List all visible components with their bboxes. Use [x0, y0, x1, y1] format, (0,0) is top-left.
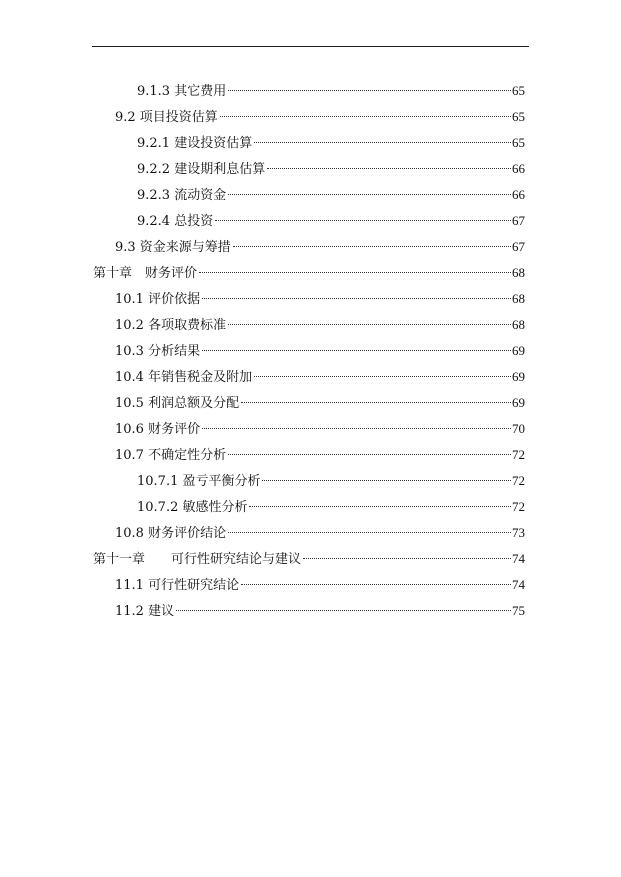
- toc-entry-label: 10.7 不确定性分析: [115, 448, 227, 463]
- toc-entry[interactable]: [0, 234, 621, 260]
- toc-entry-label: 10.1 评价依据: [115, 292, 201, 307]
- toc-entry-line: [115, 364, 525, 391]
- toc-entry-line: [115, 338, 525, 365]
- toc-entry[interactable]: [0, 78, 621, 104]
- header-rule: [92, 46, 529, 47]
- toc-entry-line: [93, 260, 525, 287]
- toc-entry[interactable]: [0, 572, 621, 598]
- toc-entry[interactable]: [0, 286, 621, 312]
- toc-entry[interactable]: [0, 312, 621, 338]
- toc-entry-line: [137, 156, 525, 183]
- toc-entry-page-number: 69: [512, 343, 525, 358]
- toc-entry[interactable]: [0, 520, 621, 546]
- toc-dot-leader: [241, 584, 511, 585]
- toc-entry-page-number: 72: [512, 473, 525, 488]
- toc-entry-page-number: 69: [512, 395, 525, 410]
- toc-entry[interactable]: [0, 546, 621, 572]
- toc-entry[interactable]: [0, 364, 621, 390]
- toc-entry[interactable]: [0, 338, 621, 364]
- toc-entry-page-number: 65: [512, 135, 525, 150]
- toc-entry[interactable]: [0, 156, 621, 182]
- toc-entry-page-number: 65: [512, 109, 525, 124]
- toc-dot-leader: [267, 168, 511, 169]
- toc-entry-page-number: 73: [512, 525, 525, 540]
- toc-entry[interactable]: [0, 104, 621, 130]
- toc-entry[interactable]: [0, 468, 621, 494]
- toc-entry-line: [115, 104, 525, 131]
- toc-entry-page-number: 67: [512, 239, 525, 254]
- toc-dot-leader: [202, 428, 511, 429]
- toc-entry-line: [115, 598, 525, 625]
- toc-entry-label: 10.2 各项取费标准: [115, 318, 227, 333]
- toc-dot-leader: [233, 246, 511, 247]
- toc-dot-leader: [228, 90, 511, 91]
- toc-entry-label: 10.7.2 敏感性分析: [137, 500, 248, 515]
- toc-entry-page-number: 70: [512, 421, 525, 436]
- toc-entry-line: [93, 546, 525, 573]
- toc-entry[interactable]: [0, 416, 621, 442]
- toc-entry-line: [137, 130, 525, 157]
- toc-entry-line: [115, 312, 525, 339]
- toc-entry-page-number: 66: [512, 187, 525, 202]
- toc-entry-page-number: 75: [512, 603, 525, 618]
- toc-dot-leader: [215, 220, 511, 221]
- toc-dot-leader: [303, 558, 511, 559]
- toc-entry[interactable]: [0, 390, 621, 416]
- toc-entry-label: 10.6 财务评价: [115, 422, 201, 437]
- toc-entry-line: [137, 78, 525, 105]
- toc-entry-line: [115, 520, 525, 547]
- toc-dot-leader: [254, 142, 511, 143]
- toc-dot-leader: [202, 298, 511, 299]
- toc-entry-line: [115, 442, 525, 469]
- toc-entry-line: [137, 182, 525, 209]
- table-of-contents: [0, 78, 621, 624]
- toc-entry-line: [115, 234, 525, 261]
- toc-dot-leader: [202, 350, 511, 351]
- toc-dot-leader: [228, 324, 511, 325]
- toc-entry-line: [115, 572, 525, 599]
- toc-entry[interactable]: [0, 182, 621, 208]
- toc-entry-page-number: 68: [512, 317, 525, 332]
- toc-entry-label: 11.2 建议: [115, 604, 175, 619]
- toc-dot-leader: [228, 532, 511, 533]
- toc-entry-label: 11.1 可行性研究结论: [115, 578, 240, 593]
- toc-entry-label: 9.2.2 建设期利息估算: [137, 162, 266, 177]
- toc-entry-label: 9.2.3 流动资金: [137, 188, 227, 203]
- toc-dot-leader: [199, 272, 511, 273]
- toc-entry-page-number: 68: [512, 291, 525, 306]
- toc-entry-page-number: 74: [512, 551, 525, 566]
- toc-entry-page-number: 65: [512, 83, 525, 98]
- toc-entry-label: 9.2.4 总投资: [137, 214, 214, 229]
- toc-dot-leader: [228, 194, 511, 195]
- toc-entry[interactable]: [0, 208, 621, 234]
- toc-entry-page-number: 68: [512, 265, 525, 280]
- toc-entry-line: [137, 468, 525, 495]
- toc-dot-leader: [249, 506, 511, 507]
- toc-dot-leader: [228, 454, 511, 455]
- toc-entry[interactable]: [0, 442, 621, 468]
- toc-entry-label: 第十一章 可行性研究结论与建议: [93, 552, 302, 567]
- toc-entry-line: [115, 416, 525, 443]
- toc-entry-label: 10.7.1 盈亏平衡分析: [137, 474, 261, 489]
- toc-entry-label: 10.3 分析结果: [115, 344, 201, 359]
- toc-dot-leader: [262, 480, 511, 481]
- toc-dot-leader: [176, 610, 511, 611]
- toc-entry-label: 9.2.1 建设投资估算: [137, 136, 253, 151]
- toc-entry-page-number: 67: [512, 213, 525, 228]
- toc-entry-label: 10.5 利润总额及分配: [115, 396, 240, 411]
- toc-entry[interactable]: [0, 494, 621, 520]
- toc-entry-page-number: 66: [512, 161, 525, 176]
- toc-entry[interactable]: [0, 598, 621, 624]
- toc-entry-label: 9.3 资金来源与筹措: [115, 240, 231, 255]
- toc-dot-leader: [254, 376, 511, 377]
- toc-entry-page-number: 69: [512, 369, 525, 384]
- toc-entry[interactable]: [0, 260, 621, 286]
- toc-entry-page-number: 74: [512, 577, 525, 592]
- toc-entry-label: 10.4 年销售税金及附加: [115, 370, 253, 385]
- toc-dot-leader: [220, 116, 511, 117]
- toc-entry-line: [137, 208, 525, 235]
- toc-entry-label: 10.8 财务评价结论: [115, 526, 227, 541]
- toc-entry-line: [115, 390, 525, 417]
- toc-entry-line: [115, 286, 525, 313]
- toc-dot-leader: [241, 402, 511, 403]
- toc-entry-line: [137, 494, 525, 521]
- toc-entry-label: 9.2 项目投资估算: [115, 110, 218, 125]
- toc-entry-page-number: 72: [512, 447, 525, 462]
- toc-entry-page-number: 72: [512, 499, 525, 514]
- toc-entry-label: 9.1.3 其它费用: [137, 84, 227, 99]
- toc-entry-label: 第十章 财务评价: [93, 266, 198, 281]
- toc-entry[interactable]: [0, 130, 621, 156]
